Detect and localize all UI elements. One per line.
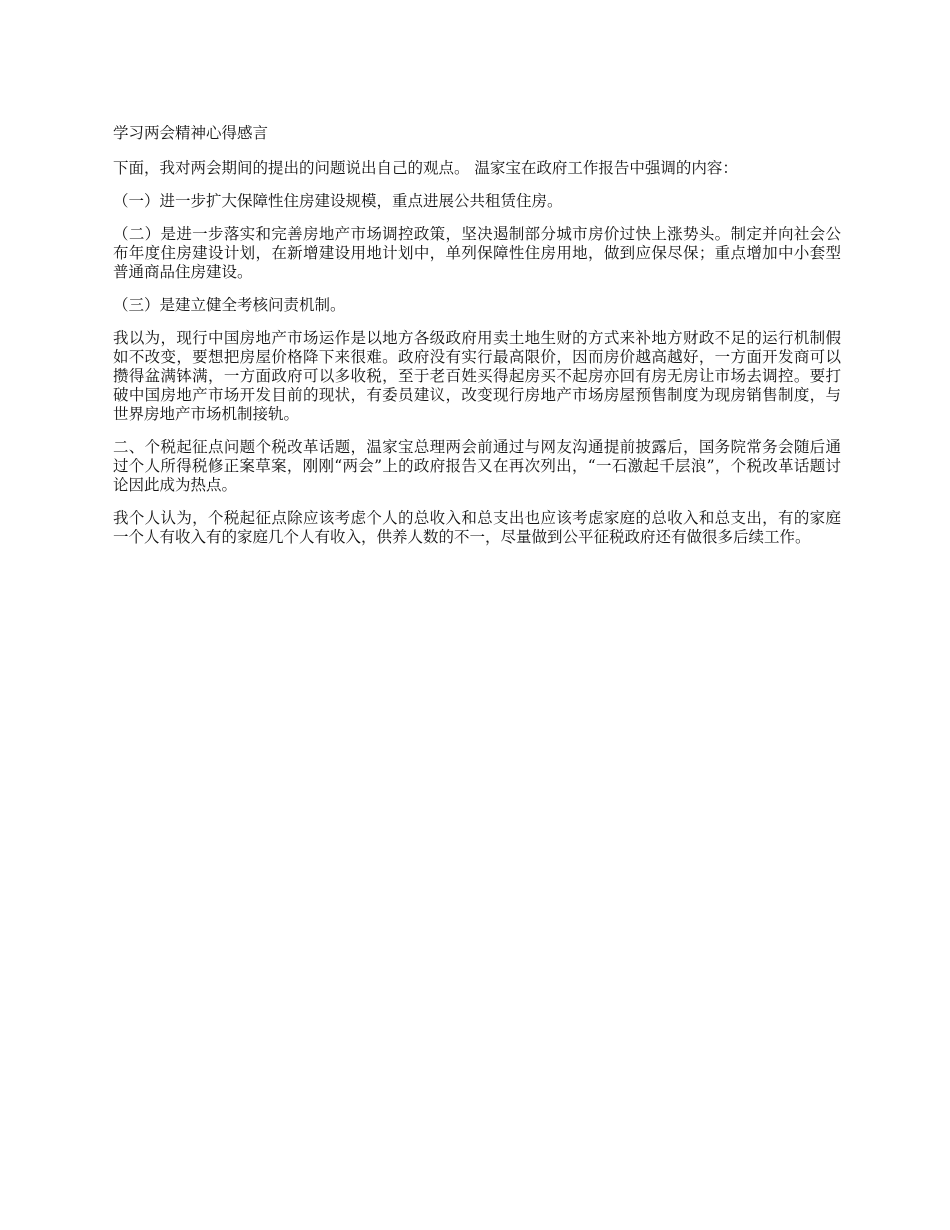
paragraph-point-one: （一）进一步扩大保障性住房建设规模，重点进展公共租赁住房。 (113, 192, 563, 210)
document-page (113, 124, 841, 561)
paragraph-point-three: （三）是建立健全考核问责机制。 (113, 296, 346, 314)
paragraph-point-two: （二）是进一步落实和完善房地产市场调控政策，坚决遏制部分城市房价过快上涨势头。制定并向社会公布年度住房建设计划，在新增建设用地计划中，单列保障性住房用地，做到应保尽保；重点增加中小套型普通商品住房建设。 (113, 225, 841, 281)
paragraph-tax-threshold: 二、个税起征点问题个税改革话题，温家宝总理两会前通过与网友沟通提前披露后，国务院常务会随后通过个人所得税修正案草案，刚刚“两会”上的政府报告又在再次列出，“一石激起千层浪”，个税改革话题讨论因此成为热点。 (113, 438, 841, 494)
document-title: 学习两会精神心得感言 (113, 124, 269, 142)
paragraph-opinion-tax: 我个人认为，个税起征点除应该考虑个人的总收入和总支出也应该考虑家庭的总收入和总支出，有的家庭一个人有收入有的家庭几个人有收入，供养人数的不一，尽量做到公平征税政府还有做很多后续工作。 (113, 509, 841, 546)
paragraph-opinion-housing: 我以为，现行中国房地产市场运作是以地方各级政府用卖土地生财的方式来补地方财政不足的运行机制假如不改变，要想把房屋价格降下来很难。政府没有实行最高限价，因而房价越高越好，一方面开发商可以攒得盆满钵满，一方面政府可以多收税，至于老百姓买得起房买不起房亦回有房无房让市场去调控。要打破中国房地产市场开发目前的现状，有委员建议，改变现行房地产市场房屋预售制度为现房销售制度，与世界房地产市场机制接轨。 (113, 329, 841, 423)
paragraph-intro: 下面，我对两会期间的提出的问题说出自己的观点。 温家宝在政府工作报告中强调的内容： (113, 159, 738, 177)
